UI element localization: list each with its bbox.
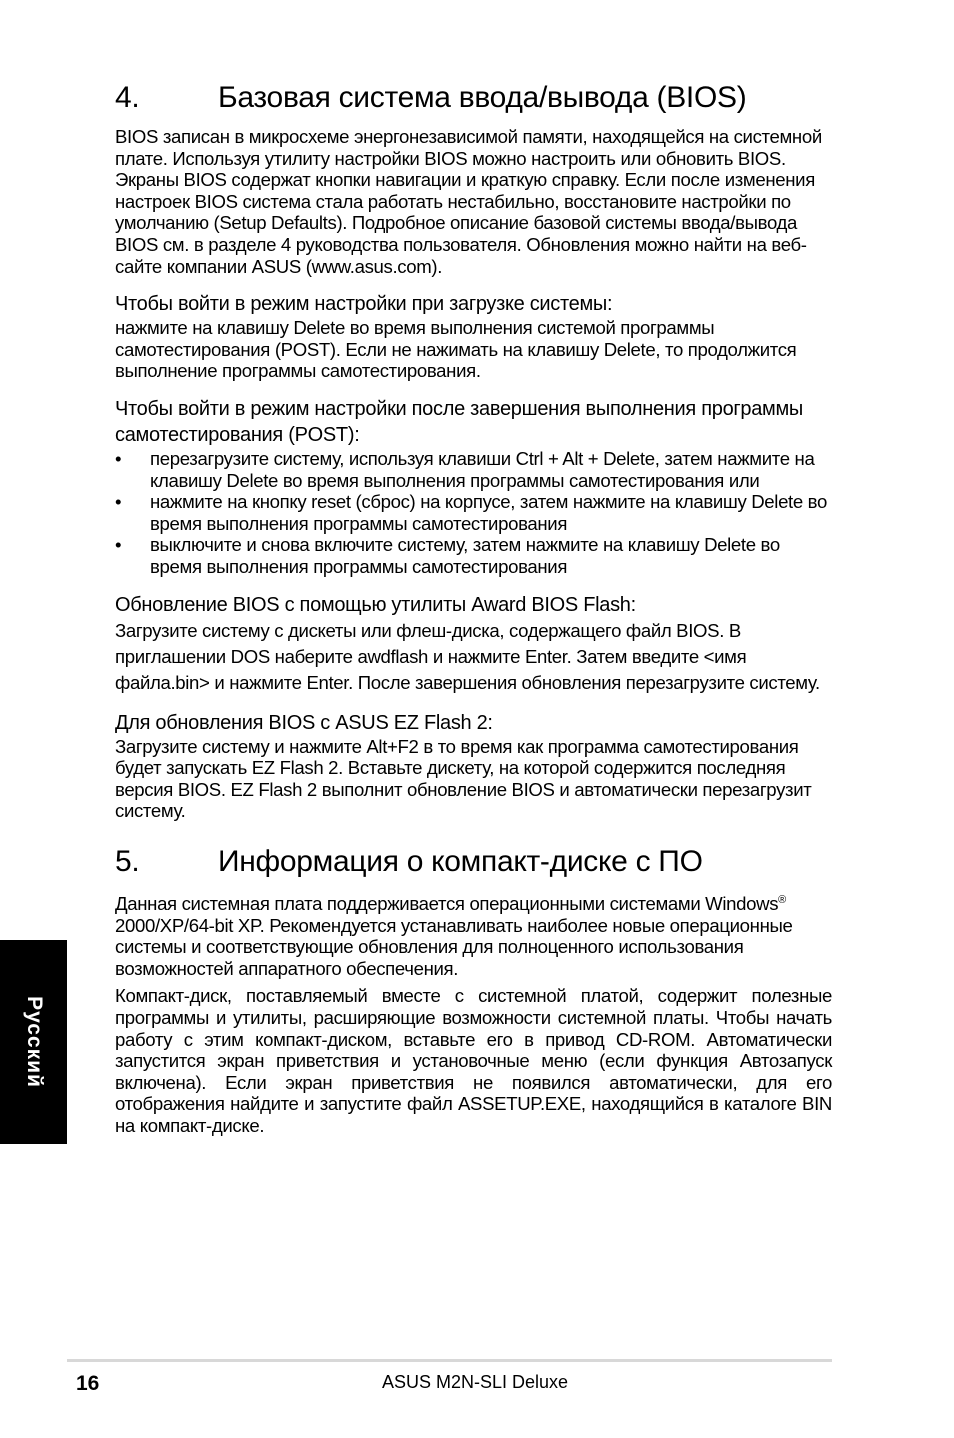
footer-title: ASUS M2N-SLI Deluxe	[382, 1372, 569, 1392]
section-number: 4.	[115, 81, 140, 114]
bios-intro-paragraph: BIOS записан в микросхеме энергонезависимой памяти, находящейся на системной плате. Используя утилиту настройки BIOS можно настроить или обновить BIOS. Экраны BIOS содержат кнопки навигации и краткую справку. Если после изменения настроек BIOS система стала работать нестабильно, восстановите настройки по умолчанию (Setup Defaults). Подробное описание базовой системы ввода/вывода BIOS см. в разделе 4 руководства пользователя. Обновления можно найти на веб-сайте компании ASUS (www.asus.com).	[115, 126, 822, 277]
boot-setup-heading: Чтобы войти в режим настройки при загрузке системы:	[115, 293, 613, 316]
bullet-icon: •	[115, 534, 122, 556]
footer-divider	[67, 1359, 832, 1362]
list-item-text: выключите и снова включите систему, затем нажмите на клавишу Delete во время выполнения программы самотестирования	[150, 534, 780, 577]
list-item	[115, 491, 832, 534]
page-number: 16	[76, 1372, 100, 1395]
ez-flash-paragraph: Загрузите систему и нажмите Alt+F2 в то время как программа самотестирования будет запускать EZ Flash 2. Вставьте дискету, на которой содержится последняя версия BIOS. EZ Flash 2 выполнит обновление BIOS и автоматически перезагрузит систему.	[115, 735, 812, 822]
list-item-text: нажмите на кнопку reset (сброс) на корпусе, затем нажмите на клавишу Delete во время выполнения программы самотестирования	[150, 491, 827, 534]
post-setup-list	[115, 448, 832, 578]
page-content	[115, 80, 832, 1137]
ez-flash-heading: Для обновления BIOS с ASUS EZ Flash 2:	[115, 711, 493, 734]
cd-os-text-start: Данная системная плата поддерживается операционными системами Windows	[115, 893, 779, 915]
section-heading-bios	[115, 80, 832, 116]
section-number: 5.	[115, 844, 140, 878]
bullet-icon: •	[115, 491, 122, 513]
cd-os-text-end: 2000/XP/64-bit XP. Рекомендуется устанавливать наиболее новые операционные системы и соответствующие обновления для полноценного использования возможностей аппаратного обеспечения.	[115, 914, 793, 979]
award-flash-paragraph: Загрузите систему с дискеты или флеш-диска, содержащего файл BIOS. В приглашении DOS наберите awdflash и нажмите Enter. Затем введите <имя файла.bin> и нажмите Enter. После завершения обновления перезагрузите систему.	[115, 619, 820, 693]
list-item-text: перезагрузите систему, используя клавиши Ctrl + Alt + Delete, затем нажмите на клавишу Delete во время выполнения программы самотестирования или	[150, 447, 815, 491]
list-item	[115, 534, 832, 577]
cd-os-paragraph	[115, 890, 832, 980]
bullet-icon: •	[115, 447, 122, 469]
boot-setup-paragraph: нажмите на клавишу Delete во время выполнения системой программы самотестирования (POST). Если не нажимать на клавишу Delete, то продолжится выполнение программы самотестирования.	[115, 317, 797, 382]
section-title: Информация о компакт-диске с ПО	[218, 844, 703, 878]
post-setup-heading: Чтобы войти в режим настройки после завершения выполнения программы самотестирования (POST):	[115, 397, 804, 446]
registered-mark: ®	[778, 893, 786, 906]
cd-usage-paragraph: Компакт-диск, поставляемый вместе с системной платой, содержит полезные программы и утилиты, расширяющие возможности системной платы. Чтобы начать работу с этим компакт-диском, вставьте его в привод CD-ROM. Автоматически запустится экран приветствия и установочные меню (если функция Автозапуск включена). Если экран приветствия не появился автоматически, для его отображения найдите и запустите файл ASSETUP.EXE, находящийся в каталоге BIN на компакт-диске.	[115, 985, 832, 1136]
section-title: Базовая система ввода/вывода (BIOS)	[218, 81, 747, 114]
award-flash-heading: Обновление BIOS с помощью утилиты Award BIOS Flash:	[115, 593, 636, 616]
list-item	[115, 448, 832, 491]
language-side-tab	[0, 940, 67, 1144]
section-heading-cd	[115, 844, 832, 880]
language-label: Русский	[22, 996, 46, 1088]
